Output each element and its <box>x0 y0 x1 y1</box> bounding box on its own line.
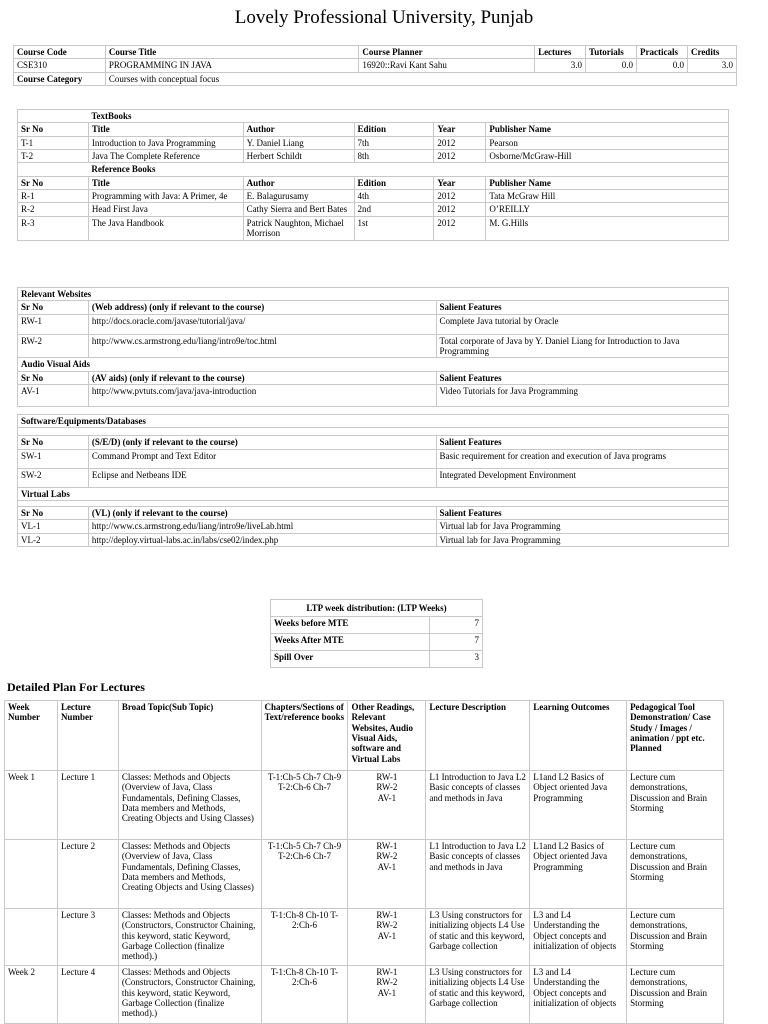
course-category-label: Course Category <box>14 72 106 85</box>
col-edition: Edition <box>354 176 434 189</box>
col-sr-no: Sr No <box>18 507 89 520</box>
table-row <box>18 468 729 487</box>
col-outcomes: Learning Outcomes <box>530 701 627 771</box>
cell: Introduction to Java Programming <box>88 136 243 149</box>
description: L1 Introduction to Java L2 Basic concepts of classes and methods in Java <box>426 840 530 909</box>
practicals-value: 0.0 <box>637 59 688 72</box>
course-planner: 16920::Ravi Kant Sahu <box>359 59 535 72</box>
col-vl: (VL) (only if relevant to the course) <box>88 507 436 520</box>
cell: Programming with Java: A Primer, 4e <box>88 190 243 203</box>
outcomes: L3 and L4 Understanding the Object concepts and initialization of objects <box>530 966 627 1024</box>
cell: Osborne/McGraw-Hill <box>486 150 729 163</box>
tutorials-value: 0.0 <box>586 59 637 72</box>
topic: Classes: Methods and Objects (Overview of Java, Class Fundamentals, Defining Classes, Data members and Methods, Creating Objects and Using Classes) <box>118 771 261 840</box>
col-salient-features: Salient Features <box>436 436 728 449</box>
table-row <box>5 966 724 1024</box>
cell: Tata McGraw Hill <box>486 190 729 203</box>
cell: Cathy Sierra and Bert Bates <box>243 203 354 216</box>
ltp-table <box>270 599 483 668</box>
cell: 4th <box>354 190 434 203</box>
col-av-aids: (AV aids) (only if relevant to the course) <box>88 371 436 384</box>
ltp-heading: LTP week distribution: (LTP Weeks) <box>271 600 483 617</box>
col-week: Week Number <box>5 701 58 771</box>
table-row <box>18 520 729 533</box>
week-number: Week 1 <box>5 771 58 840</box>
header-tutorials: Tutorials <box>586 46 637 59</box>
col-lecture: Lecture Number <box>57 701 118 771</box>
table-row <box>18 216 729 240</box>
cell: Command Prompt and Text Editor <box>88 449 436 468</box>
virtual-lab-link[interactable]: http://deploy.virtual-labs.ac.in/labs/cse02/index.php <box>88 533 436 546</box>
cell: Basic requirement for creation and execution of Java programs <box>436 449 728 468</box>
header-credits: Credits <box>687 46 736 59</box>
virtual-lab-link[interactable]: http://www.cs.armstrong.edu/liang/intro9e/liveLab.html <box>88 520 436 533</box>
cell: 1st <box>354 216 434 240</box>
av-link[interactable]: http://www.pvtuts.com/java/java-introduction <box>88 385 436 407</box>
col-other-readings: Other Readings, Relevant Websites, Audio Visual Aids, software and Virtual Labs <box>348 701 426 771</box>
col-web-address: (Web address) (only if relevant to the course) <box>88 301 436 314</box>
other-readings: RW-1 RW-2 AV-1 <box>348 771 426 840</box>
ltp-label: Spill Over <box>271 651 430 668</box>
virtual-labs-heading: Virtual Labs <box>18 487 729 500</box>
col-year: Year <box>434 123 486 136</box>
cell: Patrick Naughton, Michael Morrison <box>243 216 354 240</box>
cell: Herbert Schildt <box>243 150 354 163</box>
table-row <box>5 840 724 909</box>
col-salient-features: Salient Features <box>436 371 728 384</box>
cell: Complete Java tutorial by Oracle <box>436 314 728 334</box>
header-lectures: Lectures <box>535 46 586 59</box>
chapters: T-1:Ch-5 Ch-7 Ch-9 T-2:Ch-6 Ch-7 <box>261 840 348 909</box>
books-table <box>17 109 729 241</box>
lecture-number: Lecture 4 <box>57 966 118 1024</box>
website-link[interactable]: http://www.cs.armstrong.edu/liang/intro9e/toc.html <box>88 334 436 358</box>
description: L3 Using constructors for initializing objects L4 Use of static and this keyword, Garbage collection <box>426 909 530 966</box>
col-sr-no: Sr No <box>18 371 89 384</box>
cell: AV-1 <box>18 385 89 407</box>
chapters: T-1:Ch-8 Ch-10 T-2:Ch-6 <box>261 909 348 966</box>
week-number: Week 2 <box>5 966 58 1024</box>
pedagogy: Lecture cum demonstrations, Discussion and Brain Storming <box>627 840 724 909</box>
outcomes: L3 and L4 Understanding the Object concepts and initialization of objects <box>530 909 627 966</box>
cell: 7th <box>354 136 434 149</box>
table-row <box>18 385 729 407</box>
cell: R-2 <box>18 203 89 216</box>
table-row <box>18 314 729 334</box>
cell: 2012 <box>434 203 486 216</box>
chapters: T-1:Ch-8 Ch-10 T-2:Ch-6 <box>261 966 348 1024</box>
col-salient-features: Salient Features <box>436 507 728 520</box>
cell: RW-2 <box>18 334 89 358</box>
header-course-code: Course Code <box>14 46 106 59</box>
lectures-value: 3.0 <box>535 59 586 72</box>
table-row <box>5 909 724 966</box>
ltp-label: Weeks before MTE <box>271 617 430 634</box>
table-row <box>18 449 729 468</box>
col-salient-features: Salient Features <box>436 301 728 314</box>
other-readings: RW-1 RW-2 AV-1 <box>348 840 426 909</box>
col-sr-no: Sr No <box>18 176 89 189</box>
cell: 2012 <box>434 136 486 149</box>
ltp-value: 7 <box>430 617 483 634</box>
header-course-planner: Course Planner <box>359 46 535 59</box>
course-info-table <box>13 45 737 86</box>
col-sed: (S/E/D) (only if relevant to the course) <box>88 436 436 449</box>
cell: SW-1 <box>18 449 89 468</box>
lecture-plan-table <box>4 700 724 1024</box>
reference-books-heading: Reference Books <box>88 163 728 176</box>
outcomes: L1and L2 Basics of Object oriented Java Programming <box>530 840 627 909</box>
table-row <box>18 150 729 163</box>
cell: 2012 <box>434 216 486 240</box>
pedagogy: Lecture cum demonstrations, Discussion and Brain Storming <box>627 966 724 1024</box>
col-author: Author <box>243 123 354 136</box>
col-year: Year <box>434 176 486 189</box>
cell: M. G.Hills <box>486 216 729 240</box>
page-title: Lovely Professional University, Punjab <box>234 7 534 28</box>
cell: Pearson <box>486 136 729 149</box>
credits-value: 3.0 <box>687 59 736 72</box>
col-sr-no: Sr No <box>18 436 89 449</box>
cell: Virtual lab for Java Programming <box>436 520 728 533</box>
course-title: PROGRAMMING IN JAVA <box>105 59 359 72</box>
col-publisher: Publisher Name <box>486 123 729 136</box>
website-link[interactable]: http://docs.oracle.com/javase/tutorial/java/ <box>88 314 436 334</box>
col-description: Lecture Description <box>426 701 530 771</box>
col-sr-no: Sr No <box>18 301 89 314</box>
topic: Classes: Methods and Objects (Constructors, Constructor Chaining, this keyword, static Keyword, Garbage Collection (finalize method).) <box>118 966 261 1024</box>
col-pedagogy: Pedagogical Tool Demonstration/ Case Study / Images / animation / ppt etc. Planned <box>627 701 724 771</box>
other-readings: RW-1 RW-2 AV-1 <box>348 909 426 966</box>
detailed-plan-heading: Detailed Plan For Lectures <box>7 680 145 694</box>
ltp-value: 3 <box>430 651 483 668</box>
cell: T-1 <box>18 136 89 149</box>
av-aids-heading: Audio Visual Aids <box>18 358 729 371</box>
col-edition: Edition <box>354 123 434 136</box>
cell: 8th <box>354 150 434 163</box>
cell: Head First Java <box>88 203 243 216</box>
col-chapters: Chapters/Sections of Text/reference books <box>261 701 348 771</box>
lecture-number: Lecture 1 <box>57 771 118 840</box>
ltp-value: 7 <box>430 634 483 651</box>
resources-table <box>17 287 729 547</box>
lecture-number: Lecture 2 <box>57 840 118 909</box>
cell: Y. Daniel Liang <box>243 136 354 149</box>
week-number <box>5 840 58 909</box>
outcomes: L1and L2 Basics of Object oriented Java Programming <box>530 771 627 840</box>
cell: T-2 <box>18 150 89 163</box>
header-practicals: Practicals <box>637 46 688 59</box>
cell: O’REILLY <box>486 203 729 216</box>
cell: RW-1 <box>18 314 89 334</box>
week-number <box>5 909 58 966</box>
pedagogy: Lecture cum demonstrations, Discussion and Brain Storming <box>627 771 724 840</box>
header-course-title: Course Title <box>105 46 359 59</box>
table-row <box>18 136 729 149</box>
col-title: Title <box>88 123 243 136</box>
col-publisher: Publisher Name <box>486 176 729 189</box>
cell: Eclipse and Netbeans IDE <box>88 468 436 487</box>
table-row <box>18 533 729 546</box>
cell: Total corporate of Java by Y. Daniel Liang for Introduction to Java Programming <box>436 334 728 358</box>
cell: Video Tutorials for Java Programming <box>436 385 728 407</box>
table-row <box>18 203 729 216</box>
table-row <box>5 771 724 840</box>
table-row <box>18 190 729 203</box>
cell: R-1 <box>18 190 89 203</box>
course-code: CSE310 <box>14 59 106 72</box>
textbooks-heading: TextBooks <box>88 110 728 123</box>
topic: Classes: Methods and Objects (Overview of Java, Class Fundamentals, Defining Classes, Data members and Methods, Creating Objects and Using Classes) <box>118 840 261 909</box>
cell: Java The Complete Reference <box>88 150 243 163</box>
cell: E. Balagurusamy <box>243 190 354 203</box>
websites-heading: Relevant Websites <box>18 288 729 301</box>
cell: Virtual lab for Java Programming <box>436 533 728 546</box>
cell: VL-2 <box>18 533 89 546</box>
other-readings: RW-1 RW-2 AV-1 <box>348 966 426 1024</box>
description: L1 Introduction to Java L2 Basic concepts of classes and methods in Java <box>426 771 530 840</box>
course-category: Courses with conceptual focus <box>105 72 736 85</box>
cell: The Java Handbook <box>88 216 243 240</box>
ltp-label: Weeks After MTE <box>271 634 430 651</box>
topic: Classes: Methods and Objects (Constructors, Constructor Chaining, this keyword, static Keyword, Garbage Collection (finalize method).) <box>118 909 261 966</box>
cell: 2nd <box>354 203 434 216</box>
col-author: Author <box>243 176 354 189</box>
chapters: T-1:Ch-5 Ch-7 Ch-9 T-2:Ch-6 Ch-7 <box>261 771 348 840</box>
cell: SW-2 <box>18 468 89 487</box>
software-heading: Software/Equipments/Databases <box>18 415 729 428</box>
col-title: Title <box>88 176 243 189</box>
table-row <box>18 334 729 358</box>
description: L3 Using constructors for initializing objects L4 Use of static and this keyword, Garbage collection <box>426 966 530 1024</box>
cell: 2012 <box>434 190 486 203</box>
col-sr-no: Sr No <box>18 123 89 136</box>
lecture-number: Lecture 3 <box>57 909 118 966</box>
col-topic: Broad Topic(Sub Topic) <box>118 701 261 771</box>
cell: 2012 <box>434 150 486 163</box>
cell: R-3 <box>18 216 89 240</box>
pedagogy: Lecture cum demonstrations, Discussion and Brain Storming <box>627 909 724 966</box>
cell: VL-1 <box>18 520 89 533</box>
cell: Integrated Development Environment <box>436 468 728 487</box>
